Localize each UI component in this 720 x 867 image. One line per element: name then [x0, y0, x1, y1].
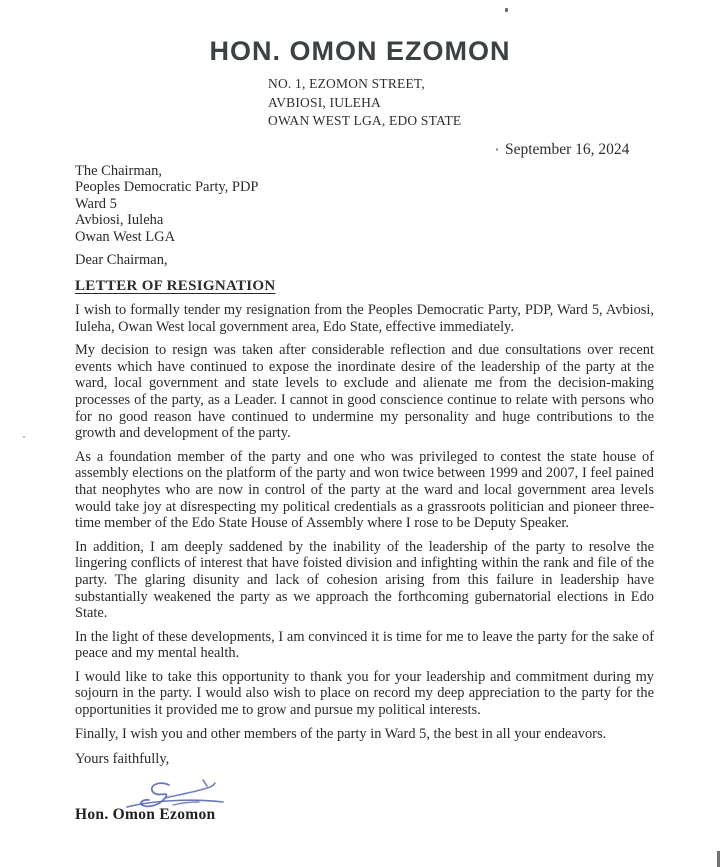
scan-speck — [23, 436, 25, 438]
signature-block — [75, 774, 720, 836]
signatory-name: Hon. Omon Ezomon — [75, 806, 216, 824]
salutation: Dear Chairman, — [75, 252, 168, 268]
recipient-line: Ward 5 — [75, 195, 117, 212]
sender-address-line: OWAN WEST LGA, EDO STATE — [268, 113, 462, 128]
signature-ink — [115, 778, 245, 822]
letter-date: September 16, 2024 — [505, 140, 630, 158]
recipient-line: Peoples Democratic Party, PDP — [75, 179, 259, 195]
recipient-line: Avbiosi, Iuleha — [75, 212, 164, 228]
sender-address-line: AVBIOSI, IULEHA — [268, 94, 381, 110]
sender-address-line: NO. 1, EZOMON STREET, — [268, 76, 425, 91]
recipient-line: Owan West LGA — [75, 228, 176, 245]
subject-line: LETTER OF RESIGNATION — [75, 278, 276, 294]
body-paragraph: In the light of these developments, I am convinced it is time for me to leave the party for the sake of peace and my mental health. — [75, 628, 654, 662]
recipient-line: The Chairman, — [75, 162, 162, 179]
body-paragraph: In addition, I am deeply saddened by the inability of the leadership of the party to resolve the lingering conflicts of interest that have foisted division and infighting within the rank and file of the party. The glaring disunity and lack of cohesion arising from this failure in leadership have substantially weakened the party as we approach the forthcoming gubernatorial elections in Edo State. — [75, 538, 654, 622]
scan-speck — [496, 148, 498, 151]
body-paragraph: I wish to formally tender my resignation from the Peoples Democratic Party, PDP, Ward 5, Avbiosi, Iuleha, Owan West local government area, Edo State, effective immediately. — [75, 302, 654, 335]
recipient-block — [75, 163, 720, 246]
body-paragraph: I would like to take this opportunity to thank you for your leadership and commitment during my sojourn in the party. I would also wish to place on record my deep appreciation to the party for the opportunities it provided me to grow and pursue my political interests. — [75, 668, 654, 719]
scan-speck — [505, 8, 508, 12]
letterhead-name: HON. OMON EZOMON — [209, 36, 511, 66]
sender-address — [268, 75, 720, 131]
closing: Yours faithfully, — [75, 751, 170, 768]
body-paragraph: As a foundation member of the party and one who was privileged to contest the state house of assembly elections on the platform of the party and won twice between 1999 and 2007, I feel pained that neophytes who are now in control of the party at the ward and local government area levels would take joy at disrespecting my political credentials as a grassroots politician and pioneer three-time member of the Edo State House of Assembly where I rose to be Deputy Speaker. — [75, 448, 654, 532]
body-paragraph: My decision to resign was taken after considerable reflection and due consultations over recent events which have continued to expose the inordinate desire of the leadership of the party at the ward, local government and state levels to exclude and alienate me from the decision-making processes of the party, as a Leader. I cannot in good conscience continue to relate with persons who for no good reason have continued to undermine my personality and huge contributions to the growth and development of the party. — [75, 342, 654, 442]
letter-body — [75, 302, 654, 742]
body-paragraph: Finally, I wish you and other members of the party in Ward 5, the best in all your endeavors. — [75, 725, 607, 742]
